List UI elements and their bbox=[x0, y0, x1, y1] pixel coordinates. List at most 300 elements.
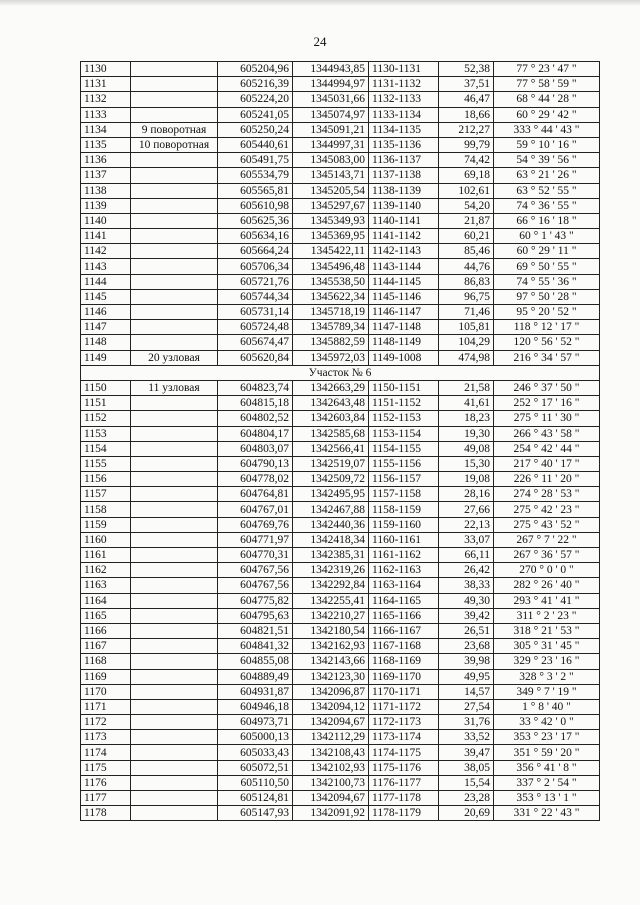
length-cell: 39,98 bbox=[439, 654, 494, 669]
table-row bbox=[81, 699, 600, 714]
table-row bbox=[81, 107, 600, 122]
coord-x-cell: 605625,36 bbox=[218, 213, 293, 228]
point-number-cell: 1174 bbox=[81, 745, 131, 760]
length-cell: 66,11 bbox=[439, 548, 494, 563]
segment-cell: 1178-1179 bbox=[369, 806, 439, 821]
point-type-cell bbox=[131, 168, 218, 183]
length-cell: 18,23 bbox=[439, 411, 494, 426]
segment-cell: 1152-1153 bbox=[369, 411, 439, 426]
coord-x-cell: 605664,24 bbox=[218, 244, 293, 259]
table-row bbox=[81, 289, 600, 304]
coord-x-cell: 605721,76 bbox=[218, 274, 293, 289]
coord-y-cell: 1344943,85 bbox=[293, 62, 369, 77]
coord-x-cell: 604775,82 bbox=[218, 593, 293, 608]
direction-angle-cell: 270 ° 0 ' 0 " bbox=[494, 563, 600, 578]
point-number-cell: 1131 bbox=[81, 77, 131, 92]
table-row bbox=[81, 669, 600, 684]
segment-cell: 1133-1134 bbox=[369, 107, 439, 122]
segment-cell: 1132-1133 bbox=[369, 92, 439, 107]
coord-y-cell: 1342112,29 bbox=[293, 730, 369, 745]
table-row bbox=[81, 168, 600, 183]
coord-x-cell: 604778,02 bbox=[218, 472, 293, 487]
length-cell: 19,08 bbox=[439, 472, 494, 487]
length-cell: 49,30 bbox=[439, 593, 494, 608]
point-type-cell bbox=[131, 62, 218, 77]
segment-cell: 1160-1161 bbox=[369, 532, 439, 547]
point-type-cell bbox=[131, 213, 218, 228]
coord-x-cell: 604770,31 bbox=[218, 548, 293, 563]
coord-y-cell: 1345297,67 bbox=[293, 198, 369, 213]
length-cell: 71,46 bbox=[439, 305, 494, 320]
table-row bbox=[81, 426, 600, 441]
point-type-cell bbox=[131, 77, 218, 92]
point-type-cell bbox=[131, 517, 218, 532]
length-cell: 212,27 bbox=[439, 122, 494, 137]
point-type-cell bbox=[131, 502, 218, 517]
length-cell: 15,54 bbox=[439, 775, 494, 790]
segment-cell: 1163-1164 bbox=[369, 578, 439, 593]
length-cell: 15,30 bbox=[439, 456, 494, 471]
direction-angle-cell: 97 ° 50 ' 28 " bbox=[494, 289, 600, 304]
direction-angle-cell: 329 ° 23 ' 16 " bbox=[494, 654, 600, 669]
point-number-cell: 1140 bbox=[81, 213, 131, 228]
direction-angle-cell: 74 ° 36 ' 55 " bbox=[494, 198, 600, 213]
coord-x-cell: 605744,34 bbox=[218, 289, 293, 304]
table-row bbox=[81, 122, 600, 137]
coord-x-cell: 604790,13 bbox=[218, 456, 293, 471]
coord-x-cell: 604855,08 bbox=[218, 654, 293, 669]
length-cell: 52,38 bbox=[439, 62, 494, 77]
direction-angle-cell: 217 ° 40 ' 17 " bbox=[494, 456, 600, 471]
coord-y-cell: 1342319,26 bbox=[293, 563, 369, 578]
length-cell: 49,08 bbox=[439, 441, 494, 456]
length-cell: 39,42 bbox=[439, 608, 494, 623]
coord-y-cell: 1342108,43 bbox=[293, 745, 369, 760]
table-row bbox=[81, 532, 600, 547]
point-number-cell: 1164 bbox=[81, 593, 131, 608]
table-row bbox=[81, 623, 600, 638]
coord-y-cell: 1342094,12 bbox=[293, 699, 369, 714]
length-cell: 33,52 bbox=[439, 730, 494, 745]
coord-x-cell: 604771,97 bbox=[218, 532, 293, 547]
point-type-cell bbox=[131, 654, 218, 669]
point-type-cell: 11 узловая bbox=[131, 380, 218, 395]
coord-y-cell: 1345349,93 bbox=[293, 213, 369, 228]
point-number-cell: 1177 bbox=[81, 791, 131, 806]
segment-cell: 1161-1162 bbox=[369, 548, 439, 563]
coord-x-cell: 604802,52 bbox=[218, 411, 293, 426]
segment-cell: 1177-1178 bbox=[369, 791, 439, 806]
point-number-cell: 1144 bbox=[81, 274, 131, 289]
segment-cell: 1154-1155 bbox=[369, 441, 439, 456]
coord-y-cell: 1342566,41 bbox=[293, 441, 369, 456]
coord-x-cell: 604973,71 bbox=[218, 715, 293, 730]
table-row bbox=[81, 593, 600, 608]
point-type-cell bbox=[131, 441, 218, 456]
segment-cell: 1168-1169 bbox=[369, 654, 439, 669]
coord-x-cell: 605000,13 bbox=[218, 730, 293, 745]
segment-cell: 1169-1170 bbox=[369, 669, 439, 684]
point-number-cell: 1173 bbox=[81, 730, 131, 745]
point-type-cell bbox=[131, 289, 218, 304]
point-type-cell bbox=[131, 107, 218, 122]
length-cell: 27,66 bbox=[439, 502, 494, 517]
table-row bbox=[81, 441, 600, 456]
coord-x-cell: 605250,24 bbox=[218, 122, 293, 137]
point-number-cell: 1158 bbox=[81, 502, 131, 517]
table-row bbox=[81, 77, 600, 92]
point-number-cell: 1135 bbox=[81, 137, 131, 152]
point-number-cell: 1162 bbox=[81, 563, 131, 578]
point-type-cell bbox=[131, 699, 218, 714]
point-type-cell bbox=[131, 806, 218, 821]
length-cell: 105,81 bbox=[439, 320, 494, 335]
coord-y-cell: 1342094,67 bbox=[293, 791, 369, 806]
segment-cell: 1170-1171 bbox=[369, 684, 439, 699]
direction-angle-cell: 267 ° 7 ' 22 " bbox=[494, 532, 600, 547]
point-type-cell bbox=[131, 244, 218, 259]
point-type-cell bbox=[131, 684, 218, 699]
coord-x-cell: 605731,14 bbox=[218, 305, 293, 320]
table-row bbox=[81, 472, 600, 487]
segment-cell: 1143-1144 bbox=[369, 259, 439, 274]
direction-angle-cell: 77 ° 23 ' 47 " bbox=[494, 62, 600, 77]
table-row bbox=[81, 760, 600, 775]
coord-y-cell: 1342603,84 bbox=[293, 411, 369, 426]
point-number-cell: 1147 bbox=[81, 320, 131, 335]
coord-x-cell: 605724,48 bbox=[218, 320, 293, 335]
coord-x-cell: 605216,39 bbox=[218, 77, 293, 92]
table-row bbox=[81, 213, 600, 228]
segment-cell: 1150-1151 bbox=[369, 380, 439, 395]
table-row bbox=[81, 92, 600, 107]
direction-angle-cell: 254 ° 42 ' 44 " bbox=[494, 441, 600, 456]
direction-angle-cell: 333 ° 44 ' 43 " bbox=[494, 122, 600, 137]
direction-angle-cell: 216 ° 34 ' 57 " bbox=[494, 350, 600, 365]
point-number-cell: 1156 bbox=[81, 472, 131, 487]
point-type-cell bbox=[131, 305, 218, 320]
segment-cell: 1173-1174 bbox=[369, 730, 439, 745]
direction-angle-cell: 60 ° 29 ' 42 " bbox=[494, 107, 600, 122]
direction-angle-cell: 77 ° 58 ' 59 " bbox=[494, 77, 600, 92]
coord-x-cell: 604764,81 bbox=[218, 487, 293, 502]
direction-angle-cell: 275 ° 43 ' 52 " bbox=[494, 517, 600, 532]
coord-y-cell: 1342292,84 bbox=[293, 578, 369, 593]
segment-cell: 1156-1157 bbox=[369, 472, 439, 487]
segment-cell: 1175-1176 bbox=[369, 760, 439, 775]
direction-angle-cell: 353 ° 13 ' 1 " bbox=[494, 791, 600, 806]
length-cell: 23,68 bbox=[439, 639, 494, 654]
coord-y-cell: 1342100,73 bbox=[293, 775, 369, 790]
segment-cell: 1167-1168 bbox=[369, 639, 439, 654]
coord-y-cell: 1345143,71 bbox=[293, 168, 369, 183]
coord-y-cell: 1342180,54 bbox=[293, 623, 369, 638]
segment-cell: 1172-1173 bbox=[369, 715, 439, 730]
length-cell: 39,47 bbox=[439, 745, 494, 760]
coord-x-cell: 604889,49 bbox=[218, 669, 293, 684]
segment-cell: 1136-1137 bbox=[369, 153, 439, 168]
length-cell: 18,66 bbox=[439, 107, 494, 122]
coord-y-cell: 1345083,00 bbox=[293, 153, 369, 168]
segment-cell: 1165-1166 bbox=[369, 608, 439, 623]
point-type-cell bbox=[131, 775, 218, 790]
point-type-cell bbox=[131, 791, 218, 806]
direction-angle-cell: 33 ° 42 ' 0 " bbox=[494, 715, 600, 730]
coord-x-cell: 604821,51 bbox=[218, 623, 293, 638]
table-row bbox=[81, 183, 600, 198]
table-row bbox=[81, 335, 600, 350]
coord-x-cell: 605440,61 bbox=[218, 137, 293, 152]
segment-cell: 1157-1158 bbox=[369, 487, 439, 502]
direction-angle-cell: 68 ° 44 ' 28 " bbox=[494, 92, 600, 107]
coord-x-cell: 604767,01 bbox=[218, 502, 293, 517]
coord-x-cell: 605110,50 bbox=[218, 775, 293, 790]
point-number-cell: 1139 bbox=[81, 198, 131, 213]
point-type-cell: 10 поворотная bbox=[131, 137, 218, 152]
length-cell: 54,20 bbox=[439, 198, 494, 213]
coord-x-cell: 604767,56 bbox=[218, 578, 293, 593]
direction-angle-cell: 356 ° 41 ' 8 " bbox=[494, 760, 600, 775]
coord-y-cell: 1342162,93 bbox=[293, 639, 369, 654]
segment-cell: 1164-1165 bbox=[369, 593, 439, 608]
table-row bbox=[81, 548, 600, 563]
point-type-cell bbox=[131, 745, 218, 760]
length-cell: 14,57 bbox=[439, 684, 494, 699]
table-row bbox=[81, 639, 600, 654]
coord-y-cell: 1342094,67 bbox=[293, 715, 369, 730]
table-row bbox=[81, 487, 600, 502]
point-type-cell bbox=[131, 715, 218, 730]
segment-cell: 1144-1145 bbox=[369, 274, 439, 289]
table-row bbox=[81, 411, 600, 426]
point-number-cell: 1178 bbox=[81, 806, 131, 821]
point-type-cell bbox=[131, 198, 218, 213]
table-row bbox=[81, 654, 600, 669]
table-row bbox=[81, 137, 600, 152]
point-number-cell: 1172 bbox=[81, 715, 131, 730]
table-row bbox=[81, 715, 600, 730]
segment-cell: 1151-1152 bbox=[369, 396, 439, 411]
table-row bbox=[81, 775, 600, 790]
length-cell: 33,07 bbox=[439, 532, 494, 547]
coord-y-cell: 1345882,59 bbox=[293, 335, 369, 350]
coord-y-cell: 1344997,31 bbox=[293, 137, 369, 152]
table-row bbox=[81, 745, 600, 760]
scan-edge bbox=[0, 0, 640, 6]
coord-x-cell: 605033,43 bbox=[218, 745, 293, 760]
direction-angle-cell: 311 ° 2 ' 23 " bbox=[494, 608, 600, 623]
point-number-cell: 1171 bbox=[81, 699, 131, 714]
direction-angle-cell: 305 ° 31 ' 45 " bbox=[494, 639, 600, 654]
direction-angle-cell: 328 ° 3 ' 2 " bbox=[494, 669, 600, 684]
table-row bbox=[81, 396, 600, 411]
table-row bbox=[81, 791, 600, 806]
coord-y-cell: 1345369,95 bbox=[293, 229, 369, 244]
coord-x-cell: 605241,05 bbox=[218, 107, 293, 122]
coord-x-cell: 605224,20 bbox=[218, 92, 293, 107]
point-type-cell bbox=[131, 274, 218, 289]
table-row bbox=[81, 502, 600, 517]
page-number: 24 bbox=[313, 34, 327, 49]
coordinates-table bbox=[80, 61, 600, 821]
coord-y-cell: 1342467,88 bbox=[293, 502, 369, 517]
coord-x-cell: 605204,96 bbox=[218, 62, 293, 77]
coord-y-cell: 1345622,34 bbox=[293, 289, 369, 304]
direction-angle-cell: 252 ° 17 ' 16 " bbox=[494, 396, 600, 411]
length-cell: 21,58 bbox=[439, 380, 494, 395]
point-number-cell: 1133 bbox=[81, 107, 131, 122]
segment-cell: 1155-1156 bbox=[369, 456, 439, 471]
segment-cell: 1162-1163 bbox=[369, 563, 439, 578]
coord-y-cell: 1345074,97 bbox=[293, 107, 369, 122]
direction-angle-cell: 351 ° 59 ' 20 " bbox=[494, 745, 600, 760]
segment-cell: 1134-1135 bbox=[369, 122, 439, 137]
point-number-cell: 1165 bbox=[81, 608, 131, 623]
point-type-cell bbox=[131, 259, 218, 274]
coord-x-cell: 604946,18 bbox=[218, 699, 293, 714]
coord-x-cell: 605565,81 bbox=[218, 183, 293, 198]
length-cell: 474,98 bbox=[439, 350, 494, 365]
point-number-cell: 1157 bbox=[81, 487, 131, 502]
table-row bbox=[81, 380, 600, 395]
length-cell: 44,76 bbox=[439, 259, 494, 274]
length-cell: 41,61 bbox=[439, 396, 494, 411]
point-number-cell: 1141 bbox=[81, 229, 131, 244]
point-number-cell: 1161 bbox=[81, 548, 131, 563]
direction-angle-cell: 60 ° 1 ' 43 " bbox=[494, 229, 600, 244]
table-row bbox=[81, 153, 600, 168]
direction-angle-cell: 293 ° 41 ' 41 " bbox=[494, 593, 600, 608]
length-cell: 38,05 bbox=[439, 760, 494, 775]
point-number-cell: 1143 bbox=[81, 259, 131, 274]
direction-angle-cell: 274 ° 28 ' 53 " bbox=[494, 487, 600, 502]
segment-cell: 1146-1147 bbox=[369, 305, 439, 320]
segment-cell: 1166-1167 bbox=[369, 623, 439, 638]
point-type-cell bbox=[131, 608, 218, 623]
segment-cell: 1140-1141 bbox=[369, 213, 439, 228]
point-number-cell: 1130 bbox=[81, 62, 131, 77]
point-number-cell: 1163 bbox=[81, 578, 131, 593]
table-row bbox=[81, 684, 600, 699]
table-row bbox=[81, 244, 600, 259]
segment-cell: 1158-1159 bbox=[369, 502, 439, 517]
length-cell: 49,95 bbox=[439, 669, 494, 684]
coord-y-cell: 1342255,41 bbox=[293, 593, 369, 608]
point-number-cell: 1175 bbox=[81, 760, 131, 775]
point-number-cell: 1160 bbox=[81, 532, 131, 547]
coord-x-cell: 605706,34 bbox=[218, 259, 293, 274]
coord-y-cell: 1342096,87 bbox=[293, 684, 369, 699]
coord-x-cell: 604931,87 bbox=[218, 684, 293, 699]
point-number-cell: 1132 bbox=[81, 92, 131, 107]
length-cell: 23,28 bbox=[439, 791, 494, 806]
direction-angle-cell: 266 ° 43 ' 58 " bbox=[494, 426, 600, 441]
point-type-cell bbox=[131, 563, 218, 578]
section-header-row bbox=[81, 365, 600, 380]
length-cell: 38,33 bbox=[439, 578, 494, 593]
point-number-cell: 1142 bbox=[81, 244, 131, 259]
coord-y-cell: 1345031,66 bbox=[293, 92, 369, 107]
table-row bbox=[81, 730, 600, 745]
point-number-cell: 1155 bbox=[81, 456, 131, 471]
point-type-cell bbox=[131, 730, 218, 745]
point-type-cell bbox=[131, 183, 218, 198]
length-cell: 96,75 bbox=[439, 289, 494, 304]
coord-x-cell: 604841,32 bbox=[218, 639, 293, 654]
direction-angle-cell: 226 ° 11 ' 20 " bbox=[494, 472, 600, 487]
length-cell: 99,79 bbox=[439, 137, 494, 152]
length-cell: 46,47 bbox=[439, 92, 494, 107]
segment-cell: 1142-1143 bbox=[369, 244, 439, 259]
coord-x-cell: 604803,07 bbox=[218, 441, 293, 456]
table-row bbox=[81, 62, 600, 77]
direction-angle-cell: 120 ° 56 ' 52 " bbox=[494, 335, 600, 350]
coord-y-cell: 1342385,31 bbox=[293, 548, 369, 563]
coord-x-cell: 605124,81 bbox=[218, 791, 293, 806]
point-number-cell: 1146 bbox=[81, 305, 131, 320]
direction-angle-cell: 95 ° 20 ' 52 " bbox=[494, 305, 600, 320]
coord-y-cell: 1345091,21 bbox=[293, 122, 369, 137]
point-number-cell: 1168 bbox=[81, 654, 131, 669]
length-cell: 60,21 bbox=[439, 229, 494, 244]
point-type-cell bbox=[131, 335, 218, 350]
coord-x-cell: 605491,75 bbox=[218, 153, 293, 168]
coord-y-cell: 1342102,93 bbox=[293, 760, 369, 775]
direction-angle-cell: 1 ° 8 ' 40 " bbox=[494, 699, 600, 714]
direction-angle-cell: 63 ° 52 ' 55 " bbox=[494, 183, 600, 198]
segment-cell: 1174-1175 bbox=[369, 745, 439, 760]
length-cell: 104,29 bbox=[439, 335, 494, 350]
point-number-cell: 1151 bbox=[81, 396, 131, 411]
table-row bbox=[81, 274, 600, 289]
direction-angle-cell: 267 ° 36 ' 57 " bbox=[494, 548, 600, 563]
point-type-cell bbox=[131, 472, 218, 487]
direction-angle-cell: 337 ° 2 ' 54 " bbox=[494, 775, 600, 790]
length-cell: 69,18 bbox=[439, 168, 494, 183]
coord-y-cell: 1342143,66 bbox=[293, 654, 369, 669]
coord-y-cell: 1345422,11 bbox=[293, 244, 369, 259]
point-number-cell: 1176 bbox=[81, 775, 131, 790]
length-cell: 22,13 bbox=[439, 517, 494, 532]
point-type-cell bbox=[131, 320, 218, 335]
length-cell: 74,42 bbox=[439, 153, 494, 168]
point-number-cell: 1149 bbox=[81, 350, 131, 365]
coord-x-cell: 605620,84 bbox=[218, 350, 293, 365]
coord-y-cell: 1345496,48 bbox=[293, 259, 369, 274]
direction-angle-cell: 353 ° 23 ' 17 " bbox=[494, 730, 600, 745]
table-row bbox=[81, 320, 600, 335]
point-number-cell: 1152 bbox=[81, 411, 131, 426]
length-cell: 28,16 bbox=[439, 487, 494, 502]
coord-x-cell: 604767,56 bbox=[218, 563, 293, 578]
coord-y-cell: 1342509,72 bbox=[293, 472, 369, 487]
length-cell: 27,54 bbox=[439, 699, 494, 714]
coord-y-cell: 1345718,19 bbox=[293, 305, 369, 320]
coord-x-cell: 604795,63 bbox=[218, 608, 293, 623]
segment-cell: 1137-1138 bbox=[369, 168, 439, 183]
point-type-cell bbox=[131, 396, 218, 411]
point-type-cell bbox=[131, 639, 218, 654]
direction-angle-cell: 74 ° 55 ' 36 " bbox=[494, 274, 600, 289]
coord-y-cell: 1342643,48 bbox=[293, 396, 369, 411]
section-title: Участок № 6 bbox=[81, 365, 600, 380]
segment-cell: 1171-1172 bbox=[369, 699, 439, 714]
coord-x-cell: 604769,76 bbox=[218, 517, 293, 532]
point-type-cell bbox=[131, 426, 218, 441]
length-cell: 26,51 bbox=[439, 623, 494, 638]
coord-y-cell: 1342123,30 bbox=[293, 669, 369, 684]
coord-y-cell: 1342210,27 bbox=[293, 608, 369, 623]
